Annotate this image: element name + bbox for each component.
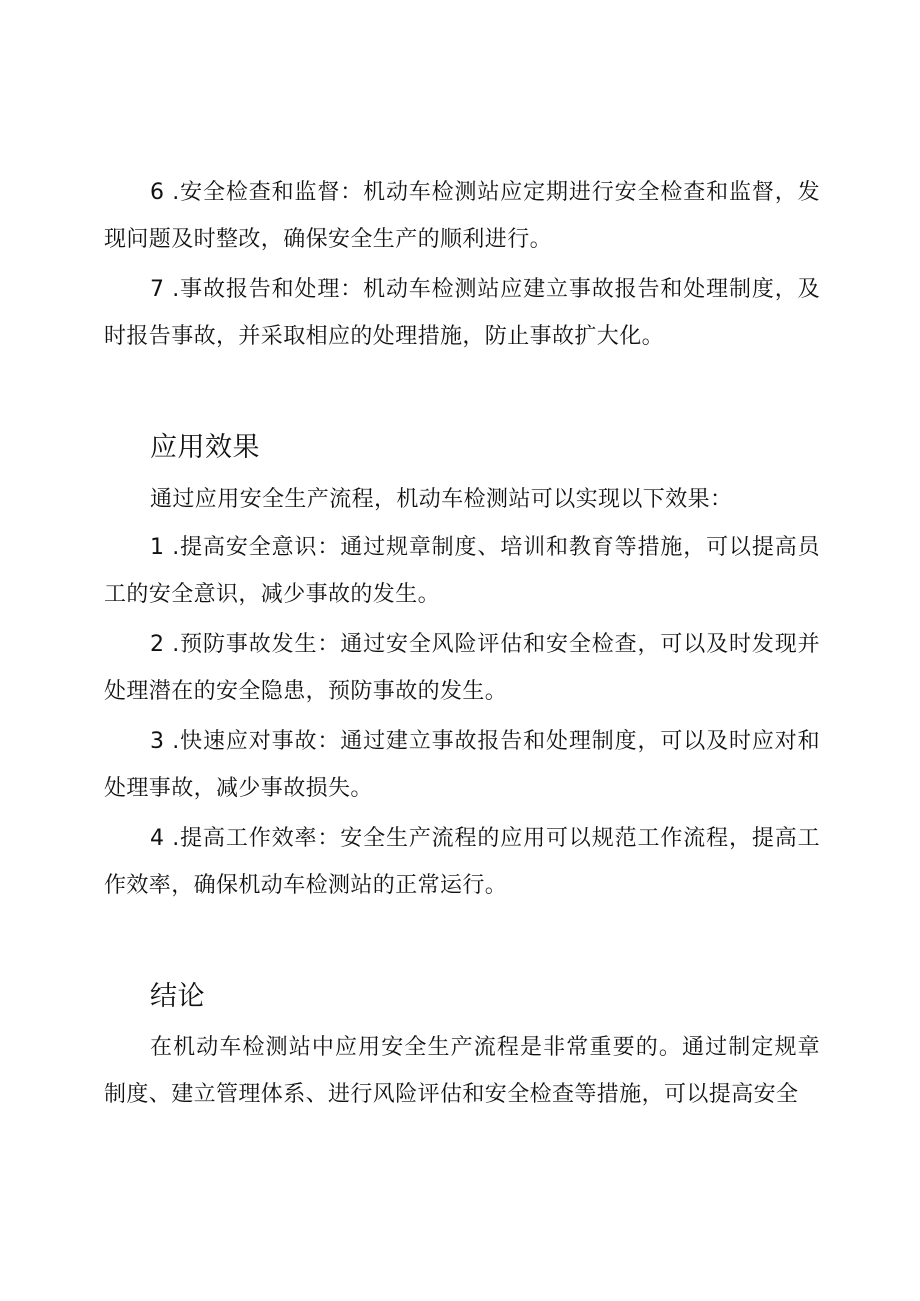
effect-item-4: 4 .提高工作效率：安全生产流程的应用可以规范工作流程，提高工作效率，确保机动车检测站的正常运行。 [104,826,820,898]
effect-item-1: 1 .提高安全意识：通过规章制度、培训和教育等措施，可以提高员工的安全意识，减少事故的发生。 [104,535,820,607]
list-item-7: 7 .事故报告和处理：机动车检测站应建立事故报告和处理制度，及时报告事故，并采取相应的处理措施，防止事故扩大化。 [104,277,820,349]
effect-intro: 通过应用安全生产流程，机动车检测站可以实现以下效果： [150,487,733,512]
conclusion-paragraph: 在机动车检测站中应用安全生产流程是非常重要的。通过制定规章制度、建立管理体系、进行风险评估和安全检查等措施，可以提高安全 [104,1035,820,1107]
effect-item-3: 3 .快速应对事故：通过建立事故报告和处理制度，可以及时应对和处理事故，减少事故损失。 [104,729,820,801]
effect-item-2: 2 .预防事故发生：通过安全风险评估和安全检查，可以及时发现并处理潜在的安全隐患，预防事故的发生。 [104,632,820,704]
list-item-6: 6 .安全检查和监督：机动车检测站应定期进行安全检查和监督，发现问题及时整改，确保安全生产的顺利进行。 [104,180,820,252]
section-heading-effect: 应用效果 [150,432,260,463]
section-heading-conclusion: 结论 [150,981,205,1012]
